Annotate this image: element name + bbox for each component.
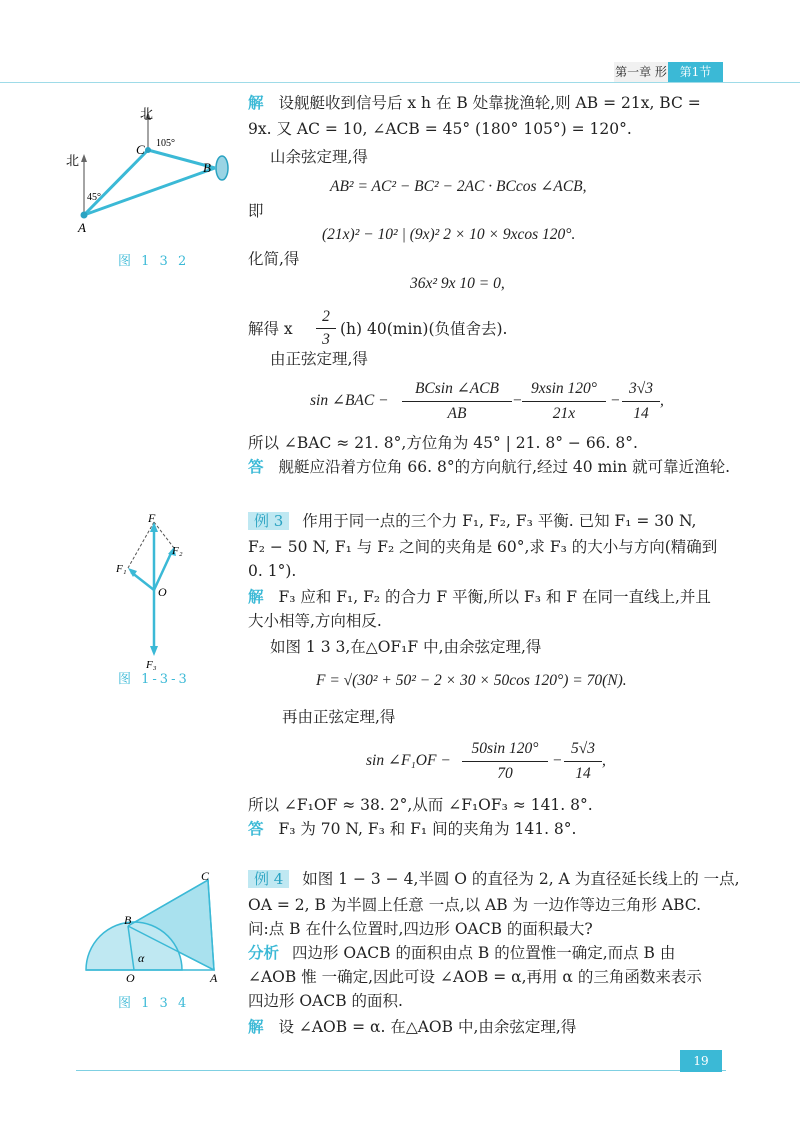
- ex3-eq2-f1-num: 50sin 120°: [471, 740, 539, 757]
- fig2-north-left: 北: [66, 153, 80, 168]
- sol2-eq4-f1-num: BCsin ∠ACB: [414, 380, 500, 397]
- ex4-s1: 解 设 ∠AOB = α. 在△AOB 中,由余弦定理,得: [248, 1017, 577, 1036]
- sol2-frac-num: 2: [322, 308, 330, 325]
- fig4-label-alpha: α: [138, 951, 145, 965]
- ex3-eq2-end: ,: [602, 752, 606, 769]
- fig2-angle-45: 45°: [87, 192, 101, 203]
- ex3-eq2-f2-bar: [564, 761, 602, 762]
- ex3-q1: 例 3 作用于同一点的三个力 F₁, F₂, F₃ 平衡. 已知 F₁ = 30 N,: [248, 510, 696, 532]
- sol2-line2: 9x. 又 AC = 10, ∠ACB = 45° (180° 105°) = 120°.: [248, 120, 632, 138]
- sol2-answer: 答 舰艇应沿着方位角 66. 8°的方向航行,经过 40 min 就可靠近渔轮.: [248, 457, 731, 476]
- ex4-q1: 例 4 如图 1 − 3 − 4,半圆 O 的直径为 2, A 为直径延长线上的 一点,: [248, 868, 740, 890]
- fig2-label-A: A: [78, 220, 86, 235]
- ex4-q2: OA = 2, B 为半圆上任意 一点,以 AB 为 一边作等边三角形 ABC.: [248, 896, 702, 914]
- sol2-line7: 由正弦定理,得: [270, 350, 368, 368]
- ex3-label: 例 3: [248, 512, 289, 530]
- header-rule: [0, 82, 800, 83]
- ex4-label: 例 4: [248, 870, 289, 888]
- ex3-s5: 所以 ∠F₁OF ≈ 38. 2°,从而 ∠F₁OF₃ ≈ 141. 8°.: [248, 796, 593, 814]
- fig-1-3-2-caption: 图 1 3 2: [118, 254, 190, 269]
- ex4-a3: 四边形 OACB 的面积.: [248, 992, 403, 1010]
- ex3-eq2-lhs: sin ∠F₁OF −: [366, 752, 451, 769]
- fig3-label-F3: F₃: [146, 659, 157, 671]
- ex4-q3: 问:点 B 在什么位置时,四边形 OACB 的面积最大?: [248, 920, 593, 938]
- ex4-a2: ∠AOB 惟 一确定,因此可设 ∠AOB = α,再用 α 的三角函数来表示: [248, 968, 702, 986]
- sol2-eq4-f2-bar: [522, 401, 606, 402]
- sol2-eq4-sep2: −: [610, 392, 621, 409]
- ex3-eq2-f1-bar: [462, 761, 548, 762]
- sol2-line8: 所以 ∠BAC ≈ 21. 8°,方位角为 45° | 21. 8° − 66. 8°.: [248, 434, 638, 452]
- ex3-s1: 解 F₃ 应和 F₁, F₂ 的合力 F 平衡,所以 F₃ 和 F 在同一直线上,并且: [248, 587, 711, 606]
- fig2-angle-105: 105°: [156, 138, 175, 149]
- sol2-line6: 解得 x: [248, 320, 293, 338]
- ex4-a1: 分析 四边形 OACB 的面积由点 B 的位置惟一确定,而点 B 由: [248, 943, 676, 962]
- sol2-eq2: (21x)² − 10² | (9x)² 2 × 10 × 9xcos 120°.: [322, 226, 576, 243]
- sol2-frac-den: 3: [322, 331, 330, 348]
- fig2-label-C: C: [136, 142, 145, 157]
- fig2-north-top: 北: [140, 106, 154, 121]
- sol2-line3: 山余弦定理,得: [270, 148, 368, 166]
- ex3-eq2-f2-num: 5√3: [570, 740, 595, 757]
- sol2-eq4-end: ,: [660, 392, 664, 409]
- figure-1-3-2: [66, 100, 240, 260]
- fig3-label-F: F: [148, 511, 156, 525]
- sol2-eq4-f2-den: 21x: [552, 405, 576, 422]
- fig3-label-F2: F₂: [172, 545, 183, 557]
- sol2-line6-b: (h) 40(min)(负值舍去).: [340, 320, 508, 338]
- sol2-eq4-f3-den: 14: [633, 405, 649, 422]
- ex3-s4: 再由正弦定理,得: [282, 708, 396, 726]
- ex3-q3: 0. 1°).: [248, 562, 297, 580]
- page-number: 19: [680, 1050, 722, 1072]
- sol2-eq4-f3-num: 3√3: [628, 380, 653, 397]
- sol2-line5: 化简,得: [248, 250, 300, 268]
- fig4-label-C: C: [201, 869, 210, 883]
- sol2-eq4-f3-bar: [622, 401, 660, 402]
- figure-1-3-4: [80, 868, 230, 983]
- sol2-eq4-lhs: sin ∠BAC −: [310, 392, 389, 409]
- fig4-label-B: B: [124, 913, 132, 927]
- ex3-eq2-f1-den: 70: [497, 765, 513, 782]
- chapter-header: 第一章 形: [614, 62, 668, 82]
- fig-1-3-4-caption: 图 1 3 4: [118, 996, 190, 1011]
- fig2-label-B: B: [203, 160, 211, 175]
- sol2-eq4-f1-bar: [402, 401, 512, 402]
- footer-rule: [76, 1070, 726, 1071]
- ex3-s2: 大小相等,方向相反.: [248, 612, 382, 630]
- sol2-jie: 解: [248, 93, 264, 112]
- sol2-line1: 解 设舰艇收到信号后 x h 在 B 处靠拢渔轮,则 AB = 21x, BC =: [248, 93, 701, 112]
- fig3-label-O: O: [158, 585, 167, 599]
- ex3-eq2-sep: −: [552, 752, 563, 769]
- fig4-label-O: O: [126, 971, 135, 985]
- fig3-label-F1: F₁: [116, 563, 127, 575]
- ex3-eq1: F = √(30² + 50² − 2 × 30 × 50cos 120°) = 70(N).: [316, 672, 627, 689]
- sol2-eq1: AB² = AC² − BC² − 2AC · BCcos ∠ACB,: [330, 178, 587, 195]
- section-header: 第1节: [668, 62, 723, 82]
- ex3-s3: 如图 1 3 3,在△OF₁F 中,由余弦定理,得: [270, 638, 542, 656]
- ex3-answer: 答 F₃ 为 70 N, F₃ 和 F₁ 间的夹角为 141. 8°.: [248, 819, 577, 838]
- sol2-eq4-f1-den: AB: [447, 405, 467, 422]
- sol2-eq4-sep1: −: [512, 392, 523, 409]
- fig4-label-A: A: [210, 971, 218, 985]
- sol2-eq3: 36x² 9x 10 = 0,: [410, 275, 505, 292]
- fig-1-3-3-caption: 图 1-3-3: [118, 672, 190, 687]
- ex3-q2: F₂ − 50 N, F₁ 与 F₂ 之间的夹角是 60°,求 F₃ 的大小与方向(精确到: [248, 538, 718, 556]
- figure-1-3-3: [110, 510, 210, 670]
- sol2-eq4-f2-num: 9xsin 120°: [530, 380, 598, 397]
- ex3-eq2-f2-den: 14: [575, 765, 591, 782]
- sol2-line4: 即: [248, 202, 264, 220]
